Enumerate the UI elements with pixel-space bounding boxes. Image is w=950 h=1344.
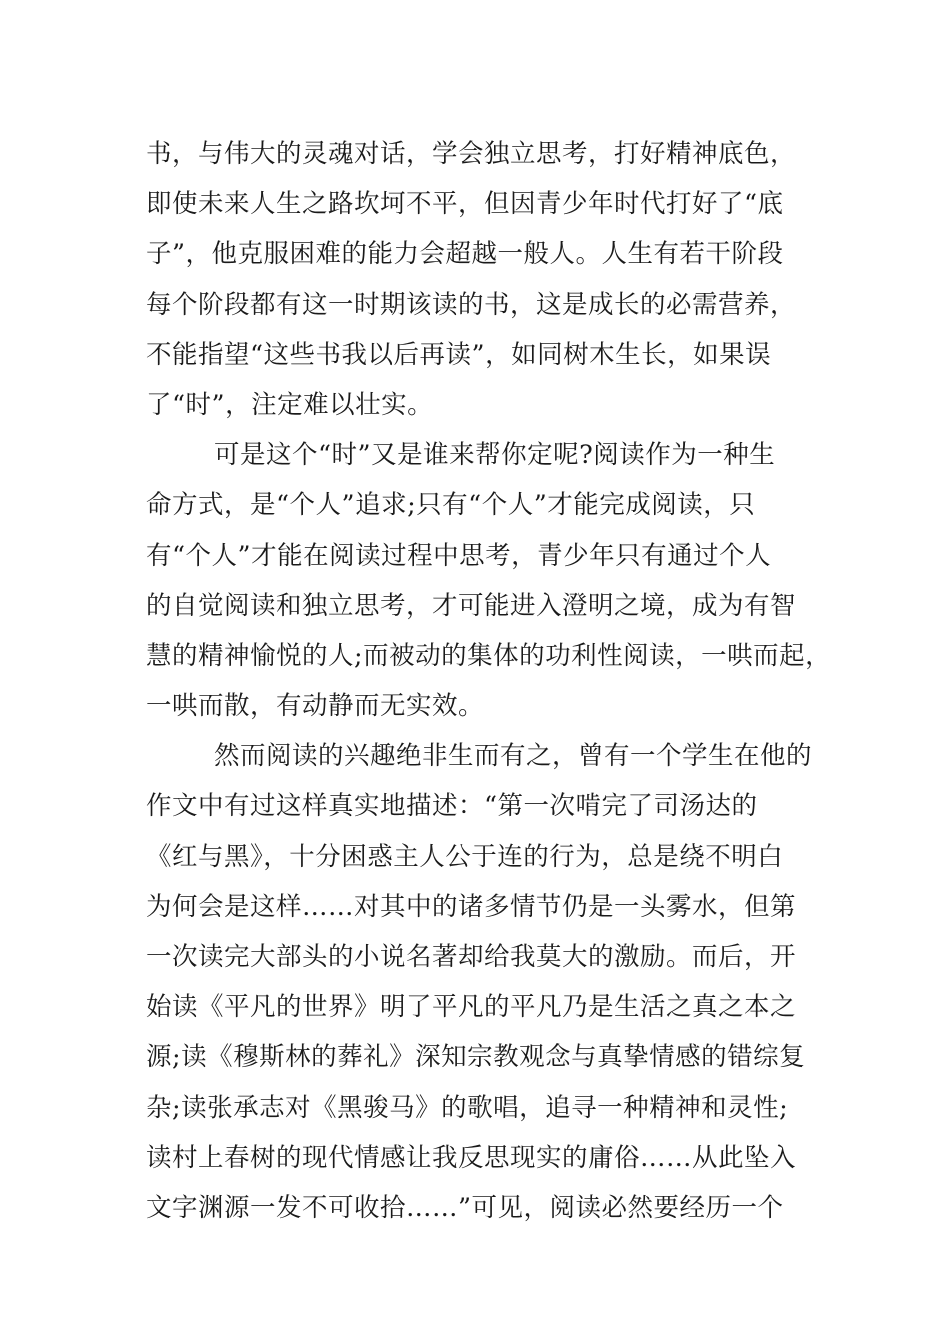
body-text <box>146 129 832 1233</box>
text-line: 杂;读张承志对《黑骏马》的歌唱，追寻一种精神和灵性; <box>146 1092 789 1123</box>
text-line: 一哄而散，有动静而无实效。 <box>146 691 485 722</box>
paragraph-start-line: 然而阅读的兴趣绝非生而有之，曾有一个学生在他的 <box>214 741 813 772</box>
text-line: 源;读《穆斯林的葬礼》深知宗教观念与真挚情感的错综复 <box>146 1042 806 1073</box>
text-line: 读村上春树的现代情感让我反思现实的庸俗……从此坠入 <box>146 1142 797 1173</box>
text-line: 文字渊源一发不可收拾……”可见，阅读必然要经历一个 <box>146 1192 784 1223</box>
text-line: 一次读完大部头的小说名著却给我莫大的激励。而后，开 <box>146 942 797 972</box>
text-line: 了“时”，注定难以壮实。 <box>146 389 434 420</box>
text-line: 慧的精神愉悦的人;而被动的集体的功利性阅读，一哄而起， <box>146 640 832 671</box>
text-line: 作文中有过这样真实地描述：“第一次啃完了司汤达的 <box>146 791 758 822</box>
paragraph-start-line: 可是这个“时”又是谁来帮你定呢?阅读作为一种生 <box>214 440 776 471</box>
text-line: 有“个人”才能在阅读过程中思考，青少年只有通过个人 <box>146 540 772 571</box>
text-line: 的自觉阅读和独立思考，才可能进入澄明之境，成为有智 <box>146 590 797 621</box>
text-line: 子”，他克服困难的能力会超越一般人。人生有若干阶段 <box>146 239 784 270</box>
text-line: 《红与黑》，十分困惑主人公于连的行为，总是绕不明白 <box>146 841 784 872</box>
text-line: 命方式，是“个人”追求;只有“个人”才能完成阅读，只 <box>146 490 756 521</box>
text-line: 为何会是这样……对其中的诸多情节仍是一头雾水，但第 <box>146 891 797 922</box>
text-line: 不能指望“这些书我以后再读”，如同树木生长，如果误 <box>146 339 772 370</box>
text-line: 即使未来人生之路坎坷不平，但因青少年时代打好了“底 <box>146 189 784 220</box>
text-line: 每个阶段都有这一时期该读的书，这是成长的必需营养， <box>146 289 797 320</box>
text-line: 书，与伟大的灵魂对话，学会独立思考，打好精神底色， <box>146 139 797 169</box>
text-line: 始读《平凡的世界》明了平凡的平凡乃是生活之真之本之 <box>146 992 797 1023</box>
